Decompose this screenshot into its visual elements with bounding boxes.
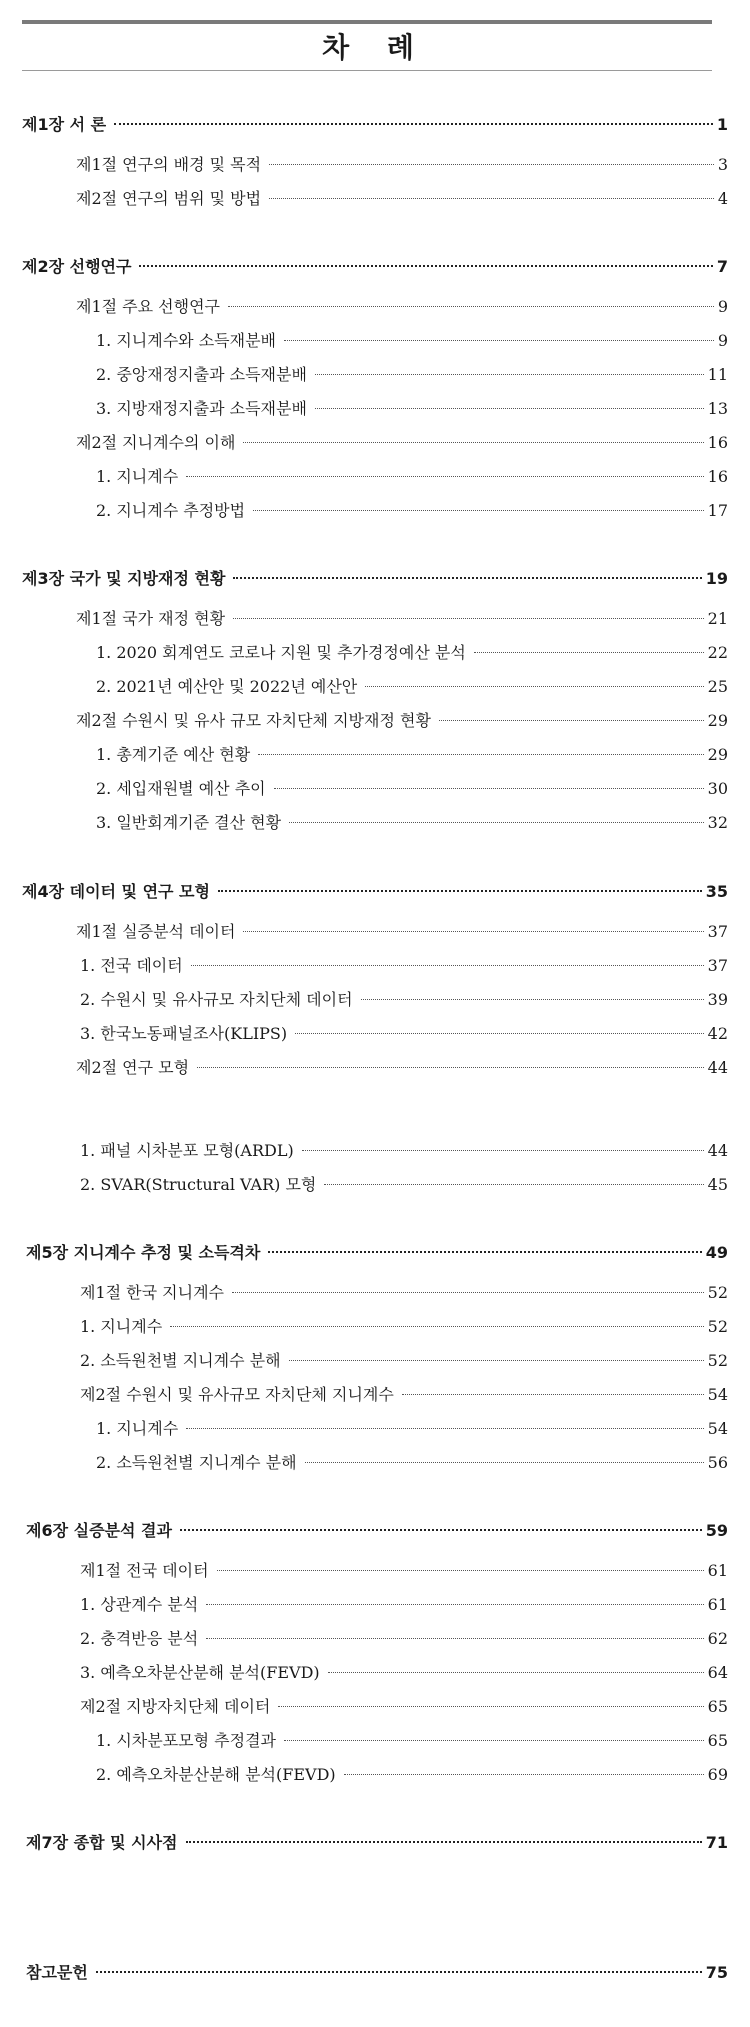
toc-page-number: 29 (707, 745, 728, 764)
dot-leader (186, 476, 703, 477)
toc-entry-label: 제1절 실증분석 데이터 (76, 922, 236, 941)
toc-entry-label: 1. 시차분포모형 추정결과 (96, 1731, 276, 1750)
toc-entry-label: 제2절 수원시 및 유사 규모 자치단체 지방재정 현황 (76, 711, 431, 730)
toc-page-number: 35 (705, 882, 728, 901)
toc-item-row (96, 1450, 728, 1473)
dot-leader (186, 1841, 702, 1843)
toc-item-row (80, 1172, 728, 1195)
toc-item-row (80, 1660, 728, 1683)
toc-entry-label: 3. 예측오차분산분해 분석(FEVD) (80, 1663, 320, 1682)
toc-entry-label: 2. 소득원천별 지니계수 분해 (80, 1351, 281, 1370)
toc-page-number: 11 (707, 365, 728, 384)
toc-entry-label: 1. 지니계수와 소득재분배 (96, 331, 276, 350)
dot-leader (114, 123, 713, 125)
dot-leader (243, 442, 703, 443)
toc-entry-label: 제6장 실증분석 결과 (26, 1521, 172, 1540)
dot-leader (233, 618, 704, 619)
toc-page-number: 19 (705, 569, 728, 588)
toc-entry-label: 2. 수원시 및 유사규모 자치단체 데이터 (80, 990, 353, 1009)
dot-leader (197, 1067, 704, 1068)
toc-item-row (80, 987, 728, 1010)
toc-item-row (96, 362, 728, 385)
dot-leader (218, 890, 702, 892)
dot-leader (258, 754, 703, 755)
dot-leader (269, 164, 714, 165)
toc-page-number: 16 (707, 467, 728, 486)
toc-entry-label: 제5장 지니계수 추정 및 소득격차 (26, 1243, 261, 1262)
toc-entry-label: 3. 지방재정지출과 소득재분배 (96, 399, 307, 418)
toc-entry-label: 제7장 종합 및 시사점 (26, 1833, 178, 1852)
dot-leader (253, 510, 704, 511)
toc-entry-label: 2. 지니계수 추정방법 (96, 501, 246, 520)
dot-leader (295, 1033, 704, 1034)
dot-leader (268, 1251, 701, 1253)
dot-leader (315, 374, 704, 375)
toc-section-row (80, 1280, 728, 1303)
toc-page-number: 21 (707, 609, 728, 628)
toc-entry-label: 1. 상관계수 분석 (80, 1595, 199, 1614)
toc-page-number: 37 (707, 956, 728, 975)
title-underline (22, 70, 712, 71)
toc-item-row (96, 464, 728, 487)
dot-leader (365, 686, 703, 687)
toc-chapter-row (26, 1518, 728, 1541)
dot-leader (402, 1394, 704, 1395)
dot-leader (361, 999, 704, 1000)
toc-page-number: 3 (717, 155, 728, 174)
toc-item-row (96, 498, 728, 521)
dot-leader (232, 1292, 704, 1293)
toc-page-number: 44 (707, 1058, 728, 1077)
toc-entry-label: 2. 중앙재정지출과 소득재분배 (96, 365, 307, 384)
toc-chapter-row (26, 1240, 728, 1263)
toc-section-row (80, 1694, 728, 1717)
toc-entry-label: 제2절 수원시 및 유사규모 자치단체 지니계수 (80, 1385, 394, 1404)
toc-page-number: 22 (707, 643, 728, 662)
toc-page-number: 16 (707, 433, 728, 452)
dot-leader (439, 720, 704, 721)
toc-page-number: 64 (707, 1663, 728, 1682)
toc-entry-label: 제4장 데이터 및 연구 모형 (22, 882, 210, 901)
toc-entry-label: 1. 지니계수 (96, 467, 179, 486)
toc-page-number: 52 (707, 1317, 728, 1336)
toc-item-row (80, 1021, 728, 1044)
toc-entry-label: 1. 지니계수 (80, 1317, 163, 1336)
toc-item-row (96, 640, 728, 663)
toc-page-number: 54 (707, 1419, 728, 1438)
toc-page-number: 62 (707, 1629, 728, 1648)
toc-section-row (76, 606, 728, 629)
dot-leader (233, 577, 701, 579)
toc-entry-label: 제3장 국가 및 지방재정 현황 (22, 569, 226, 588)
dot-leader (302, 1150, 704, 1151)
dot-leader (191, 965, 704, 966)
toc-page-number: 54 (707, 1385, 728, 1404)
toc-item-row (80, 953, 728, 976)
toc-page-number: 42 (707, 1024, 728, 1043)
dot-leader (328, 1672, 704, 1673)
toc-page-number: 49 (705, 1243, 728, 1262)
dot-leader (206, 1638, 703, 1639)
toc-page-number: 39 (707, 990, 728, 1009)
dot-leader (289, 1360, 704, 1361)
toc-page-number: 13 (707, 399, 728, 418)
toc-entry-label: 제2장 선행연구 (22, 257, 132, 276)
toc-entry-label: 2. 세입재원별 예산 추이 (96, 779, 266, 798)
toc-section-row (76, 186, 728, 209)
toc-chapter-row (26, 1830, 728, 1853)
toc-entry-label: 1. 패널 시차분포 모형(ARDL) (80, 1141, 294, 1160)
dot-leader (278, 1706, 703, 1707)
toc-page-number: 65 (707, 1731, 728, 1750)
toc-entry-label: 1. 지니계수 (96, 1419, 179, 1438)
top-rule (22, 20, 712, 24)
dot-leader (324, 1184, 703, 1185)
toc-entry-label: 제2절 연구의 범위 및 방법 (76, 189, 262, 208)
toc-entry-label: 2. SVAR(Structural VAR) 모형 (80, 1175, 317, 1194)
dot-leader (180, 1529, 702, 1531)
toc-section-row (76, 294, 728, 317)
dot-leader (228, 306, 714, 307)
toc-page-number: 4 (717, 189, 728, 208)
toc-entry-label: 참고문헌 (26, 1963, 88, 1982)
toc-section-row (76, 430, 728, 453)
toc-entry-label: 2. 2021년 예산안 및 2022년 예산안 (96, 677, 358, 696)
toc-section-row (80, 1382, 728, 1405)
toc-entry-label: 2. 충격반응 분석 (80, 1629, 199, 1648)
toc-item-row (96, 674, 728, 697)
dot-leader (289, 822, 704, 823)
toc-item-row (80, 1314, 728, 1337)
toc-entry-label: 1. 2020 회계연도 코로나 지원 및 추가경정예산 분석 (96, 643, 466, 662)
toc-entry-label: 제1절 주요 선행연구 (76, 297, 220, 316)
toc-page-number: 25 (707, 677, 728, 696)
toc-page-number: 59 (705, 1521, 728, 1540)
toc-section-row (76, 919, 728, 942)
toc-item-row (96, 810, 728, 833)
toc-page-number: 65 (707, 1697, 728, 1716)
toc-item-row (80, 1592, 728, 1615)
toc-page-number: 9 (717, 331, 728, 350)
toc-entry-label: 3. 한국노동패널조사(KLIPS) (80, 1024, 288, 1043)
page-title: 차 례 (322, 31, 428, 64)
toc-section-row (76, 152, 728, 175)
dot-leader (243, 931, 703, 932)
toc-page-number: 61 (707, 1595, 728, 1614)
toc-entry-label: 1. 전국 데이터 (80, 956, 183, 975)
toc-page-number: 1 (716, 115, 728, 134)
toc-section-row (76, 1055, 728, 1078)
toc-entry-label: 2. 예측오차분산분해 분석(FEVD) (96, 1765, 336, 1784)
toc-page-number: 32 (707, 813, 728, 832)
toc-item-row (96, 1762, 728, 1785)
toc-item-row (96, 1728, 728, 1751)
toc-item-row (96, 1416, 728, 1439)
toc-chapter-row (22, 254, 728, 277)
dot-leader (139, 265, 712, 267)
dot-leader (96, 1971, 702, 1973)
toc-section-row (76, 708, 728, 731)
dot-leader (269, 198, 714, 199)
toc-entry-label: 3. 일반회계기준 결산 현황 (96, 813, 282, 832)
toc-page-number: 17 (707, 501, 728, 520)
toc-chapter-row (26, 1960, 728, 1983)
toc-entry-label: 제1절 국가 재정 현황 (76, 609, 226, 628)
toc-page-number: 61 (707, 1561, 728, 1580)
toc-page-number: 56 (707, 1453, 728, 1472)
toc-section-row (80, 1558, 728, 1581)
toc-page-number: 44 (707, 1141, 728, 1160)
toc-entry-label: 제2절 연구 모형 (76, 1058, 190, 1077)
toc-chapter-row (22, 112, 728, 135)
toc-entry-label: 제1절 연구의 배경 및 목적 (76, 155, 262, 174)
toc-page-number: 37 (707, 922, 728, 941)
toc-page-number: 29 (707, 711, 728, 730)
toc-page-number: 69 (707, 1765, 728, 1784)
dot-leader (315, 408, 704, 409)
dot-leader (206, 1604, 703, 1605)
toc-page-number: 9 (717, 297, 728, 316)
dot-leader (344, 1774, 704, 1775)
toc-item-row (80, 1138, 728, 1161)
toc-page-number: 52 (707, 1351, 728, 1370)
toc-item-row (96, 396, 728, 419)
toc-item-row (80, 1626, 728, 1649)
toc-entry-label: 제1절 한국 지니계수 (80, 1283, 224, 1302)
toc-chapter-row (22, 566, 728, 589)
dot-leader (305, 1462, 704, 1463)
toc-page-number: 30 (707, 779, 728, 798)
toc-entry-label: 제1장 서 론 (22, 115, 107, 134)
toc-entry-label: 1. 총계기준 예산 현황 (96, 745, 251, 764)
toc-entry-label: 제2절 지니계수의 이해 (76, 433, 236, 452)
toc-page-number: 45 (707, 1175, 728, 1194)
toc-item-row (96, 742, 728, 765)
dot-leader (274, 788, 704, 789)
dot-leader (474, 652, 704, 653)
dot-leader (284, 1740, 704, 1741)
toc-entry-label: 2. 소득원천별 지니계수 분해 (96, 1453, 297, 1472)
dot-leader (217, 1570, 704, 1571)
dot-leader (170, 1326, 703, 1327)
toc-chapter-row (22, 879, 728, 902)
toc-item-row (80, 1348, 728, 1371)
toc-page-number: 71 (705, 1833, 728, 1852)
toc-page-number: 7 (716, 257, 728, 276)
toc-page-number: 52 (707, 1283, 728, 1302)
toc-entry-label: 제1절 전국 데이터 (80, 1561, 209, 1580)
toc-item-row (96, 328, 728, 351)
toc-item-row (96, 776, 728, 799)
toc-page-number: 75 (705, 1963, 728, 1982)
dot-leader (186, 1428, 703, 1429)
dot-leader (284, 340, 714, 341)
toc-entry-label: 제2절 지방자치단체 데이터 (80, 1697, 271, 1716)
